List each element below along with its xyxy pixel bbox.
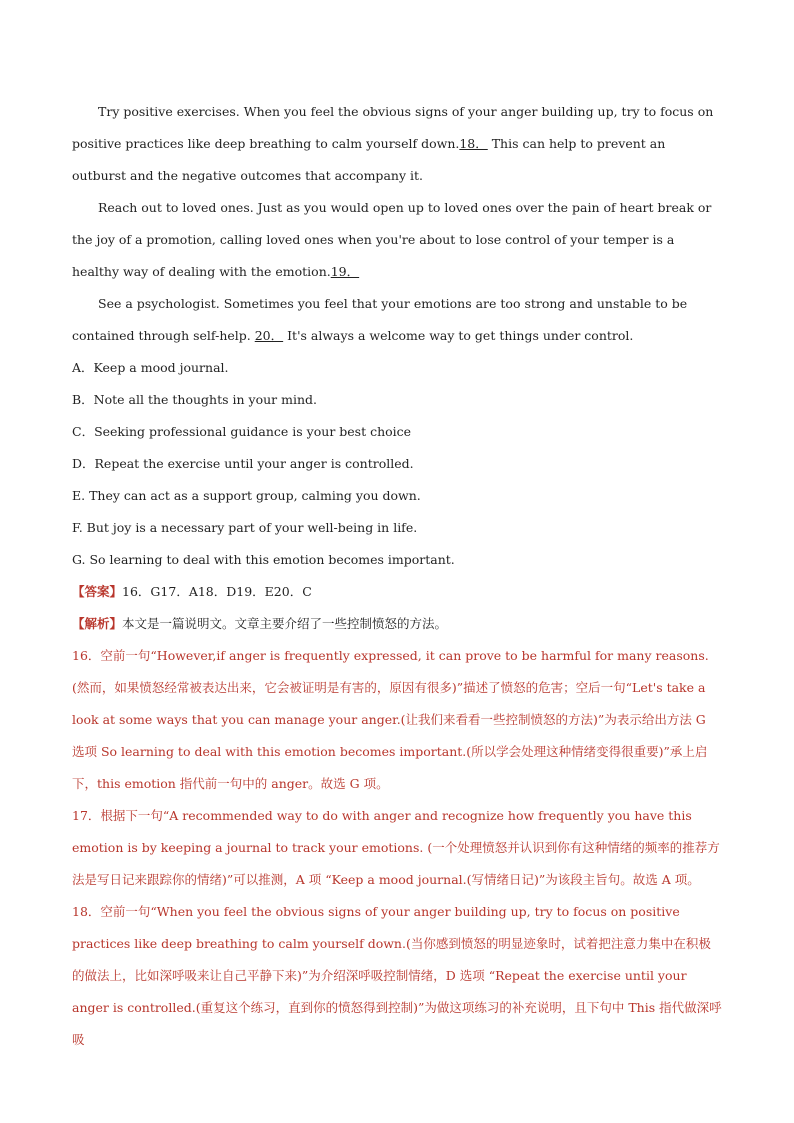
option-b: B．Note all the thoughts in your mind. <box>72 392 318 407</box>
answer-text: 16．G17．A18．D19．E20．C <box>122 584 312 599</box>
passage-paragraph-1 <box>72 96 722 192</box>
document-content <box>72 96 722 1056</box>
option-e: E. They can act as a support group, calming you down. <box>72 488 421 503</box>
passage-text: Try positive exercises. When you feel the obvious signs of your anger building up, try to focus on positive practices like deep breathing to calm yourself down. <box>72 104 714 151</box>
analysis-summary: 本文是一篇说明文。文章主要介绍了一些控制愤怒的方法。 <box>122 616 448 631</box>
passage-text: This can help to prevent an outburst and the negative outcomes that accompany it. <box>72 136 666 183</box>
analysis-item-16: 16．空前一句“However,if anger is frequently expressed, it can prove to be harmful for many reasons.(然而，如果愤怒经常被表达出来，它会被证明是有害的，原因有很多)”描述了愤怒的危害；空后一句“Let's take a look at some ways that you can manage your anger.(让我们来看看一些控制愤怒的方法)”为表示给出方法 G 选项 So learning to deal with this emotion becomes important.(所以学会处理这种情绪变得很重要)”承上启下，this emotion 指代前一句中的 anger。故选 G 项。 <box>72 648 709 791</box>
option-c: C．Seeking professional guidance is your best choice <box>72 424 412 439</box>
analysis-line <box>72 608 722 640</box>
option-d: D．Repeat the exercise until your anger is controlled. <box>72 456 414 471</box>
option-g: G. So learning to deal with this emotion becomes important. <box>72 552 455 567</box>
blank-20: 20． <box>254 328 284 343</box>
answer-line <box>72 576 722 608</box>
analysis-tag: 【解析】 <box>72 616 123 631</box>
passage-text: It's always a welcome way to get things under control. <box>283 328 634 343</box>
passage-paragraph-3 <box>72 288 722 352</box>
blank-18: 18． <box>459 136 488 151</box>
passage-paragraph-2 <box>72 192 722 288</box>
option-f: F. But joy is a necessary part of your well-being in life. <box>72 520 418 535</box>
analysis-item-18: 18．空前一句“When you feel the obvious signs of your anger building up, try to focus on positive practices like deep breathing to calm yourself down.(当你感到愤怒的明显迹象时，试着把注意力集中在积极的做法上，比如深呼吸来让自己平静下来)”为介绍深呼吸控制情绪，D 选项 “Repeat the exercise until your anger is controlled.(重复这个练习，直到你的愤怒得到控制)”为做这项练习的补充说明，且下句中 This 指代做深呼吸 <box>72 904 722 1047</box>
answer-tag: 【答案】 <box>72 584 123 599</box>
analysis-item-17: 17．根据下一句“A recommended way to do with anger and recognize how frequently you have this emotion is by keeping a journal to track your emotions. (一个处理愤怒并认识到你有这种情绪的频率的推荐方法是写日记来跟踪你的情绪)”可以推测，A 项 “Keep a mood journal.(写情绪日记)”为该段主旨句。故选 A 项。 <box>72 808 720 887</box>
blank-19: 19． <box>330 264 360 279</box>
passage-text: Reach out to loved ones. Just as you would open up to loved ones over the pain of heart break or the joy of a promotion, calling loved ones when you're about to lose control of your temper is a healthy way of dealing with the emotion. <box>72 200 712 279</box>
option-a: A．Keep a mood journal. <box>72 360 229 375</box>
passage-text: See a psychologist. Sometimes you feel that your emotions are too strong and unstable to be contained through self-help. <box>72 296 688 343</box>
